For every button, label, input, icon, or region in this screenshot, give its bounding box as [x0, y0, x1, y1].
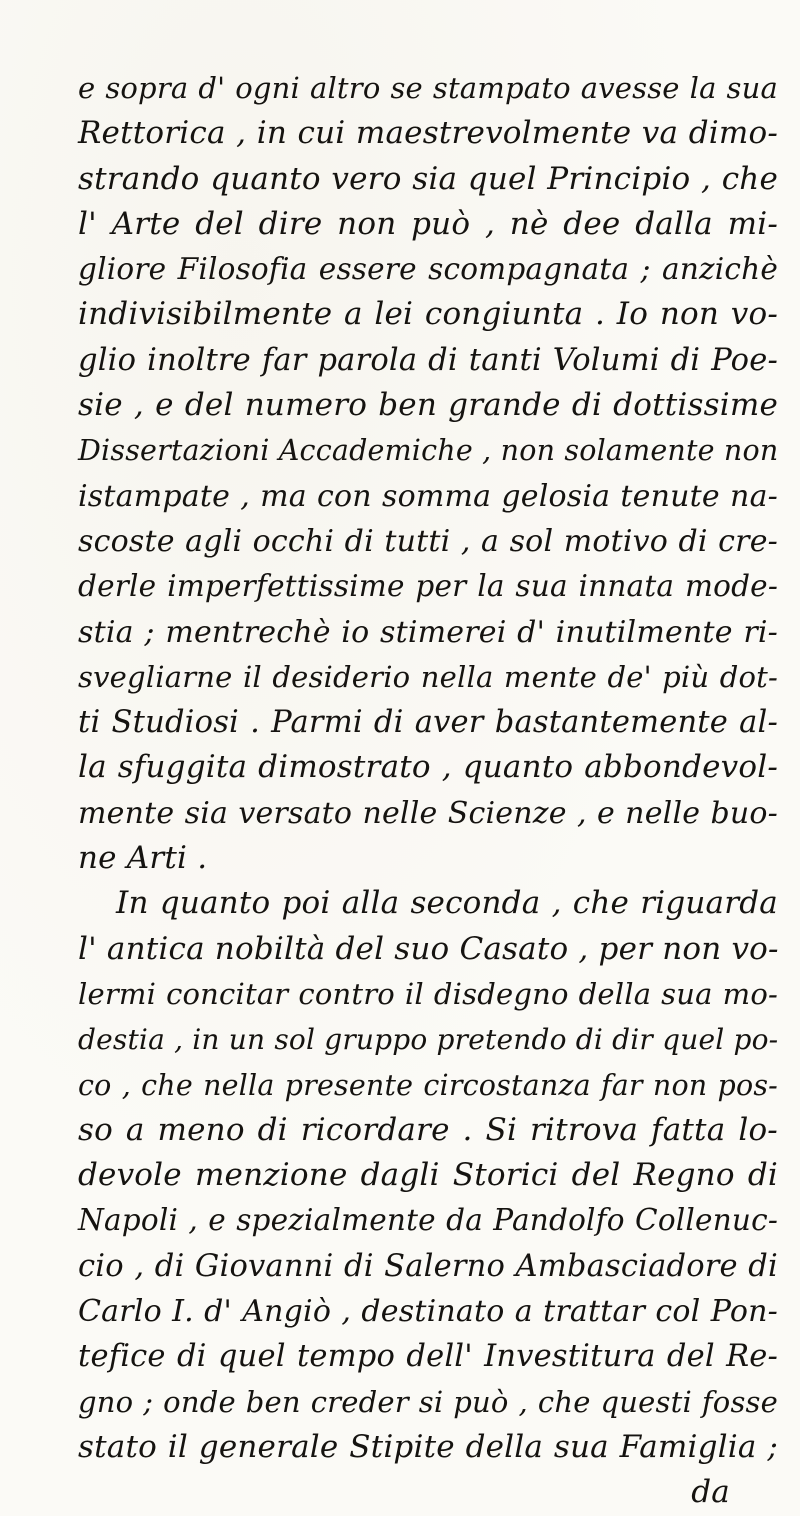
text-line: strando quanto vero sia quel Principio , che	[78, 160, 778, 197]
body-text	[78, 66, 778, 1516]
text-line: l' antica nobiltà del suo Casato , per non vo-	[78, 930, 779, 967]
text-line: scoste agli occhi di tutti , a sol motivo di cre-	[78, 523, 778, 559]
text-line: mente sia versato nelle Scienze , e nelle buo-	[78, 795, 778, 831]
text-line: indivisibilmente a lei congiunta . Io non vo-	[78, 296, 778, 333]
text-line: gliore Filosofia essere scompagnata ; anzichè	[78, 252, 778, 287]
text-line: Dissertazioni Accademiche , non solamente non	[78, 434, 779, 468]
text-line: co , che nella presente circostanza far non pos-	[78, 1068, 778, 1102]
paragraph-start-line: In quanto poi alla seconda , che riguarda	[116, 885, 778, 922]
text-line: so a meno di ricordare . Si ritrova fatta lo-	[78, 1111, 778, 1148]
text-line: destia , in un sol gruppo pretendo di dir quel po-	[78, 1023, 779, 1057]
text-line: la sfuggita dimostrato , quanto abbondevol-	[78, 749, 778, 786]
text-line: devole menzione dagli Storici del Regno di	[78, 1157, 778, 1194]
text-line: Napoli , e spezialmente da Pandolfo Collenuc-	[78, 1203, 778, 1238]
text-line: l' Arte del dire non può , nè dee dalla mi-	[78, 205, 778, 242]
text-line: stia ; mentrechè io stimerei d' inutilmente ri-	[78, 614, 778, 650]
text-line: glio inoltre far parola di tanti Volumi di Poe-	[78, 342, 778, 378]
text-line: gno ; onde ben creder si può , che questi fosse	[78, 1384, 778, 1419]
paragraph-end-line: ne Arti .	[78, 840, 208, 877]
text-line: lermi concitar contro il disdegno della sua mo-	[78, 976, 778, 1011]
text-line: sie , e del numero ben grande di dottissime	[78, 387, 778, 424]
text-line: derle imperfettissime per la sua innata mode-	[78, 569, 778, 604]
catchword: da	[691, 1474, 730, 1511]
text-line: svegliarne il desiderio nella mente de' più dot-	[78, 659, 778, 694]
text-line: tefice di quel tempo dell' Investitura del Re-	[78, 1339, 778, 1375]
text-line: e sopra d' ogni altro se stampato avesse la sua	[78, 71, 778, 105]
text-line: stato il generale Stipite della sua Famiglia ;	[78, 1428, 778, 1465]
text-line: cio , di Giovanni di Salerno Ambasciadore di	[78, 1248, 778, 1284]
text-line: ti Studiosi . Parmi di aver bastantemente al-	[78, 705, 778, 741]
text-line: istampate , ma con somma gelosia tenute na-	[78, 478, 778, 514]
text-line: Rettorica , in cui maestrevolmente va dimo-	[78, 115, 778, 152]
text-line: Carlo I. d' Angiò , destinato a trattar col Pon-	[78, 1294, 778, 1330]
